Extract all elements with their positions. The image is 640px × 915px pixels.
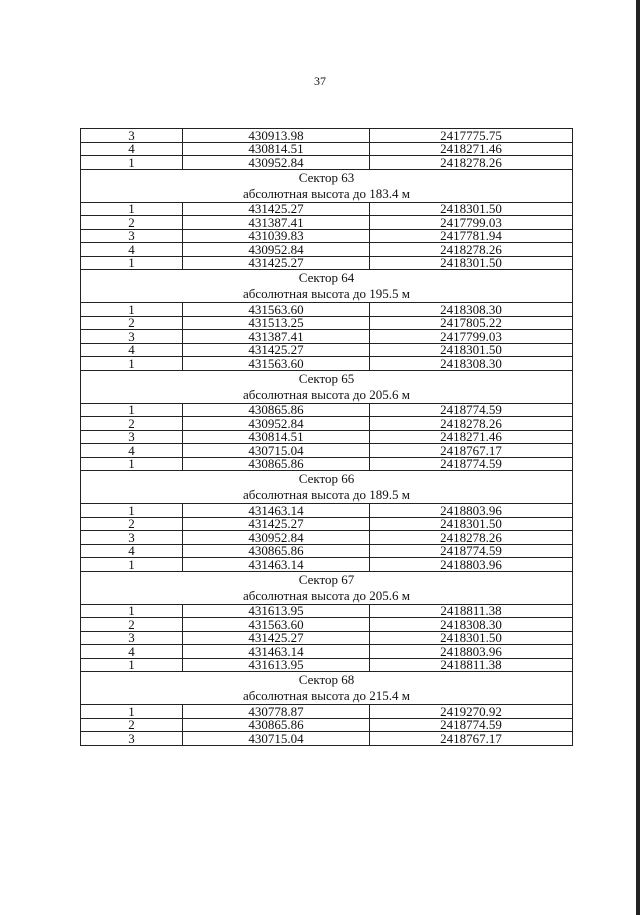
table-row (81, 444, 573, 458)
y-coordinate-cell: 2418278.26 (370, 417, 573, 431)
point-number-cell: 4 (81, 544, 183, 558)
sector-header (81, 270, 573, 303)
y-coordinate-cell: 2417805.22 (370, 316, 573, 330)
point-number-cell: 3 (81, 732, 183, 746)
x-coordinate-cell: 430952.84 (183, 243, 370, 257)
y-coordinate-cell: 2418803.96 (370, 645, 573, 659)
point-number-cell: 1 (81, 558, 183, 572)
y-coordinate-cell: 2418803.96 (370, 504, 573, 518)
y-coordinate-cell: 2418278.26 (370, 531, 573, 545)
table-row (81, 531, 573, 545)
table-row (81, 357, 573, 371)
x-coordinate-cell: 430715.04 (183, 444, 370, 458)
point-number-cell: 1 (81, 156, 183, 170)
point-number-cell: 2 (81, 417, 183, 431)
x-coordinate-cell: 431387.41 (183, 330, 370, 344)
x-coordinate-cell: 431425.27 (183, 202, 370, 216)
table-row (81, 256, 573, 270)
y-coordinate-cell: 2418774.59 (370, 457, 573, 471)
point-number-cell: 3 (81, 531, 183, 545)
y-coordinate-cell: 2418774.59 (370, 718, 573, 732)
table-row (81, 618, 573, 632)
coordinates-table (80, 128, 573, 746)
x-coordinate-cell: 430952.84 (183, 531, 370, 545)
sector-header (81, 370, 573, 403)
y-coordinate-cell: 2418301.50 (370, 202, 573, 216)
point-number-cell: 2 (81, 517, 183, 531)
y-coordinate-cell: 2418767.17 (370, 732, 573, 746)
table-row (81, 517, 573, 531)
y-coordinate-cell: 2418278.26 (370, 156, 573, 170)
sector-header-row (81, 571, 573, 604)
table-row (81, 156, 573, 170)
point-number-cell: 1 (81, 504, 183, 518)
y-coordinate-cell: 2418308.30 (370, 357, 573, 371)
x-coordinate-cell: 430913.98 (183, 129, 370, 143)
x-coordinate-cell: 430715.04 (183, 732, 370, 746)
point-number-cell: 1 (81, 604, 183, 618)
y-coordinate-cell: 2418774.59 (370, 544, 573, 558)
y-coordinate-cell: 2417775.75 (370, 129, 573, 143)
sector-header-row (81, 270, 573, 303)
x-coordinate-cell: 431463.14 (183, 645, 370, 659)
x-coordinate-cell: 431039.83 (183, 229, 370, 243)
table-row (81, 417, 573, 431)
y-coordinate-cell: 2418271.46 (370, 142, 573, 156)
y-coordinate-cell: 2418301.50 (370, 256, 573, 270)
sector-height-limit: абсолютная высота до 205.6 м (242, 386, 411, 402)
sector-title: Сектор 67 (298, 571, 355, 587)
sector-header (81, 169, 573, 202)
sector-header-row (81, 672, 573, 705)
point-number-cell: 2 (81, 618, 183, 632)
x-coordinate-cell: 431463.14 (183, 504, 370, 518)
x-coordinate-cell: 430814.51 (183, 430, 370, 444)
y-coordinate-cell: 2418308.30 (370, 618, 573, 632)
sector-height-limit: абсолютная высота до 189.5 м (242, 487, 411, 502)
table-row (81, 216, 573, 230)
x-coordinate-cell: 430865.86 (183, 718, 370, 732)
sector-header (81, 571, 573, 604)
point-number-cell: 2 (81, 216, 183, 230)
point-number-cell: 3 (81, 631, 183, 645)
point-number-cell: 4 (81, 243, 183, 257)
point-number-cell: 4 (81, 343, 183, 357)
point-number-cell: 1 (81, 202, 183, 216)
sector-height-limit: абсолютная высота до 205.6 м (242, 587, 411, 603)
page-number: 37 (314, 74, 326, 88)
x-coordinate-cell: 431425.27 (183, 631, 370, 645)
table-row (81, 544, 573, 558)
table-row (81, 202, 573, 216)
x-coordinate-cell: 430865.86 (183, 403, 370, 417)
table-row (81, 631, 573, 645)
y-coordinate-cell: 2418278.26 (370, 243, 573, 257)
x-coordinate-cell: 431563.60 (183, 303, 370, 317)
point-number-cell: 1 (81, 658, 183, 672)
table-row (81, 229, 573, 243)
y-coordinate-cell: 2418308.30 (370, 303, 573, 317)
point-number-cell: 2 (81, 718, 183, 732)
sector-header-row (81, 370, 573, 403)
table-row (81, 330, 573, 344)
point-number-cell: 4 (81, 444, 183, 458)
point-number-cell: 1 (81, 256, 183, 270)
x-coordinate-cell: 431513.25 (183, 316, 370, 330)
sector-header-row (81, 169, 573, 202)
sector-title: Сектор 68 (298, 672, 355, 687)
point-number-cell: 1 (81, 303, 183, 317)
point-number-cell: 1 (81, 357, 183, 371)
sector-height-limit: абсолютная высота до 195.5 м (242, 286, 411, 301)
x-coordinate-cell: 431425.27 (183, 256, 370, 270)
table-row (81, 457, 573, 471)
table-row (81, 303, 573, 317)
table-row (81, 645, 573, 659)
y-coordinate-cell: 2418811.38 (370, 604, 573, 618)
scan-edge (636, 0, 640, 915)
table-row (81, 705, 573, 719)
y-coordinate-cell: 2418811.38 (370, 658, 573, 672)
sector-title: Сектор 64 (298, 270, 355, 285)
point-number-cell: 3 (81, 229, 183, 243)
table-row (81, 316, 573, 330)
point-number-cell: 2 (81, 316, 183, 330)
table-row (81, 558, 573, 572)
x-coordinate-cell: 430778.87 (183, 705, 370, 719)
point-number-cell: 3 (81, 430, 183, 444)
point-number-cell: 4 (81, 142, 183, 156)
table-row (81, 430, 573, 444)
x-coordinate-cell: 430865.86 (183, 457, 370, 471)
y-coordinate-cell: 2418271.46 (370, 430, 573, 444)
y-coordinate-cell: 2419270.92 (370, 705, 573, 719)
x-coordinate-cell: 431613.95 (183, 604, 370, 618)
table-row (81, 732, 573, 746)
sector-title: Сектор 63 (298, 169, 355, 185)
table-row (81, 718, 573, 732)
sector-title: Сектор 66 (298, 471, 355, 486)
x-coordinate-cell: 430952.84 (183, 156, 370, 170)
table-row (81, 343, 573, 357)
y-coordinate-cell: 2418803.96 (370, 558, 573, 572)
x-coordinate-cell: 430865.86 (183, 544, 370, 558)
sector-title: Сектор 65 (298, 370, 355, 386)
x-coordinate-cell: 430814.51 (183, 142, 370, 156)
sector-height-limit: абсолютная высота до 215.4 м (242, 688, 411, 703)
y-coordinate-cell: 2417799.03 (370, 330, 573, 344)
y-coordinate-cell: 2417799.03 (370, 216, 573, 230)
point-number-cell: 1 (81, 403, 183, 417)
x-coordinate-cell: 431613.95 (183, 658, 370, 672)
y-coordinate-cell: 2418767.17 (370, 444, 573, 458)
table-row (81, 403, 573, 417)
sector-header (81, 672, 573, 705)
table-row (81, 504, 573, 518)
point-number-cell: 4 (81, 645, 183, 659)
table-row (81, 129, 573, 143)
table-row (81, 142, 573, 156)
sector-header (81, 471, 573, 504)
table-row (81, 243, 573, 257)
table-row (81, 658, 573, 672)
point-number-cell: 3 (81, 129, 183, 143)
point-number-cell: 1 (81, 457, 183, 471)
y-coordinate-cell: 2417781.94 (370, 229, 573, 243)
x-coordinate-cell: 431425.27 (183, 343, 370, 357)
table-row (81, 604, 573, 618)
point-number-cell: 3 (81, 330, 183, 344)
x-coordinate-cell: 431563.60 (183, 357, 370, 371)
point-number-cell: 1 (81, 705, 183, 719)
x-coordinate-cell: 430952.84 (183, 417, 370, 431)
x-coordinate-cell: 431463.14 (183, 558, 370, 572)
x-coordinate-cell: 431387.41 (183, 216, 370, 230)
sector-header-row (81, 471, 573, 504)
x-coordinate-cell: 431425.27 (183, 517, 370, 531)
y-coordinate-cell: 2418301.50 (370, 631, 573, 645)
sector-height-limit: абсолютная высота до 183.4 м (242, 185, 411, 201)
x-coordinate-cell: 431563.60 (183, 618, 370, 632)
y-coordinate-cell: 2418301.50 (370, 343, 573, 357)
y-coordinate-cell: 2418301.50 (370, 517, 573, 531)
y-coordinate-cell: 2418774.59 (370, 403, 573, 417)
